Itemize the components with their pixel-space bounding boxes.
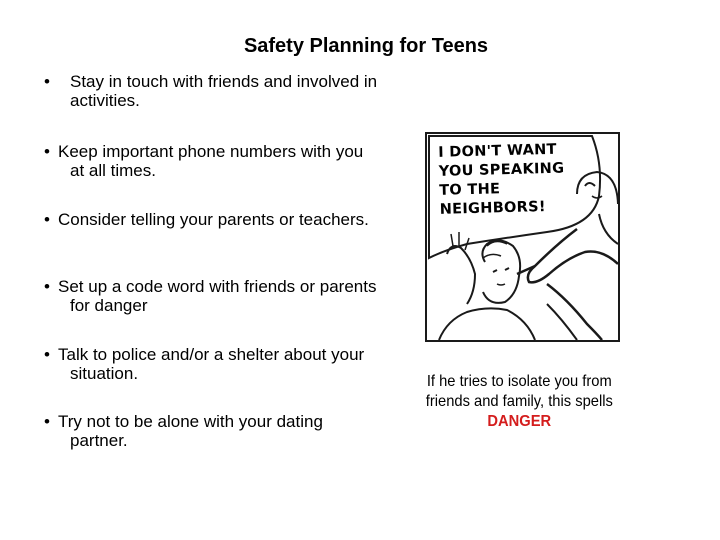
page-title: Safety Planning for Teens (243, 35, 489, 57)
bullet-text: Stay in touch with friends and involved in activities. (70, 72, 378, 110)
list-item (44, 210, 380, 229)
bullet-marker: • (44, 277, 50, 296)
bullet-text: Try not to be alone with your dating partner. (58, 412, 323, 450)
comic-illustration (425, 132, 620, 342)
caption-text: If he tries to isolate you from friends and family, this spells (425, 373, 613, 410)
list-item (44, 412, 380, 450)
list-item (44, 142, 380, 180)
bullet-text: Consider telling your parents or teachers. (58, 210, 369, 229)
danger-label: DANGER (487, 413, 552, 430)
woman-body (439, 308, 535, 340)
bullet-marker: • (44, 412, 50, 431)
list-item (44, 72, 380, 110)
pointing-arm (528, 229, 618, 282)
woman-hand (447, 246, 475, 304)
bullet-marker: • (44, 210, 50, 229)
list-item (44, 277, 380, 315)
woman-head (482, 240, 520, 302)
bullet-marker: • (44, 72, 50, 91)
speech-text: I DON'T WANT YOU SPEAKING TO THE NEIGHBORS! (438, 141, 565, 218)
bullet-text: Talk to police and/or a shelter about your situation. (58, 345, 365, 383)
bullet-text: Set up a code word with friends or parents for danger (58, 277, 377, 315)
bullet-marker: • (44, 142, 50, 161)
bullet-text: Keep important phone numbers with you at all times. (58, 142, 364, 180)
comic-caption (425, 372, 614, 432)
list-item (44, 345, 380, 383)
bullet-marker: • (44, 345, 50, 364)
